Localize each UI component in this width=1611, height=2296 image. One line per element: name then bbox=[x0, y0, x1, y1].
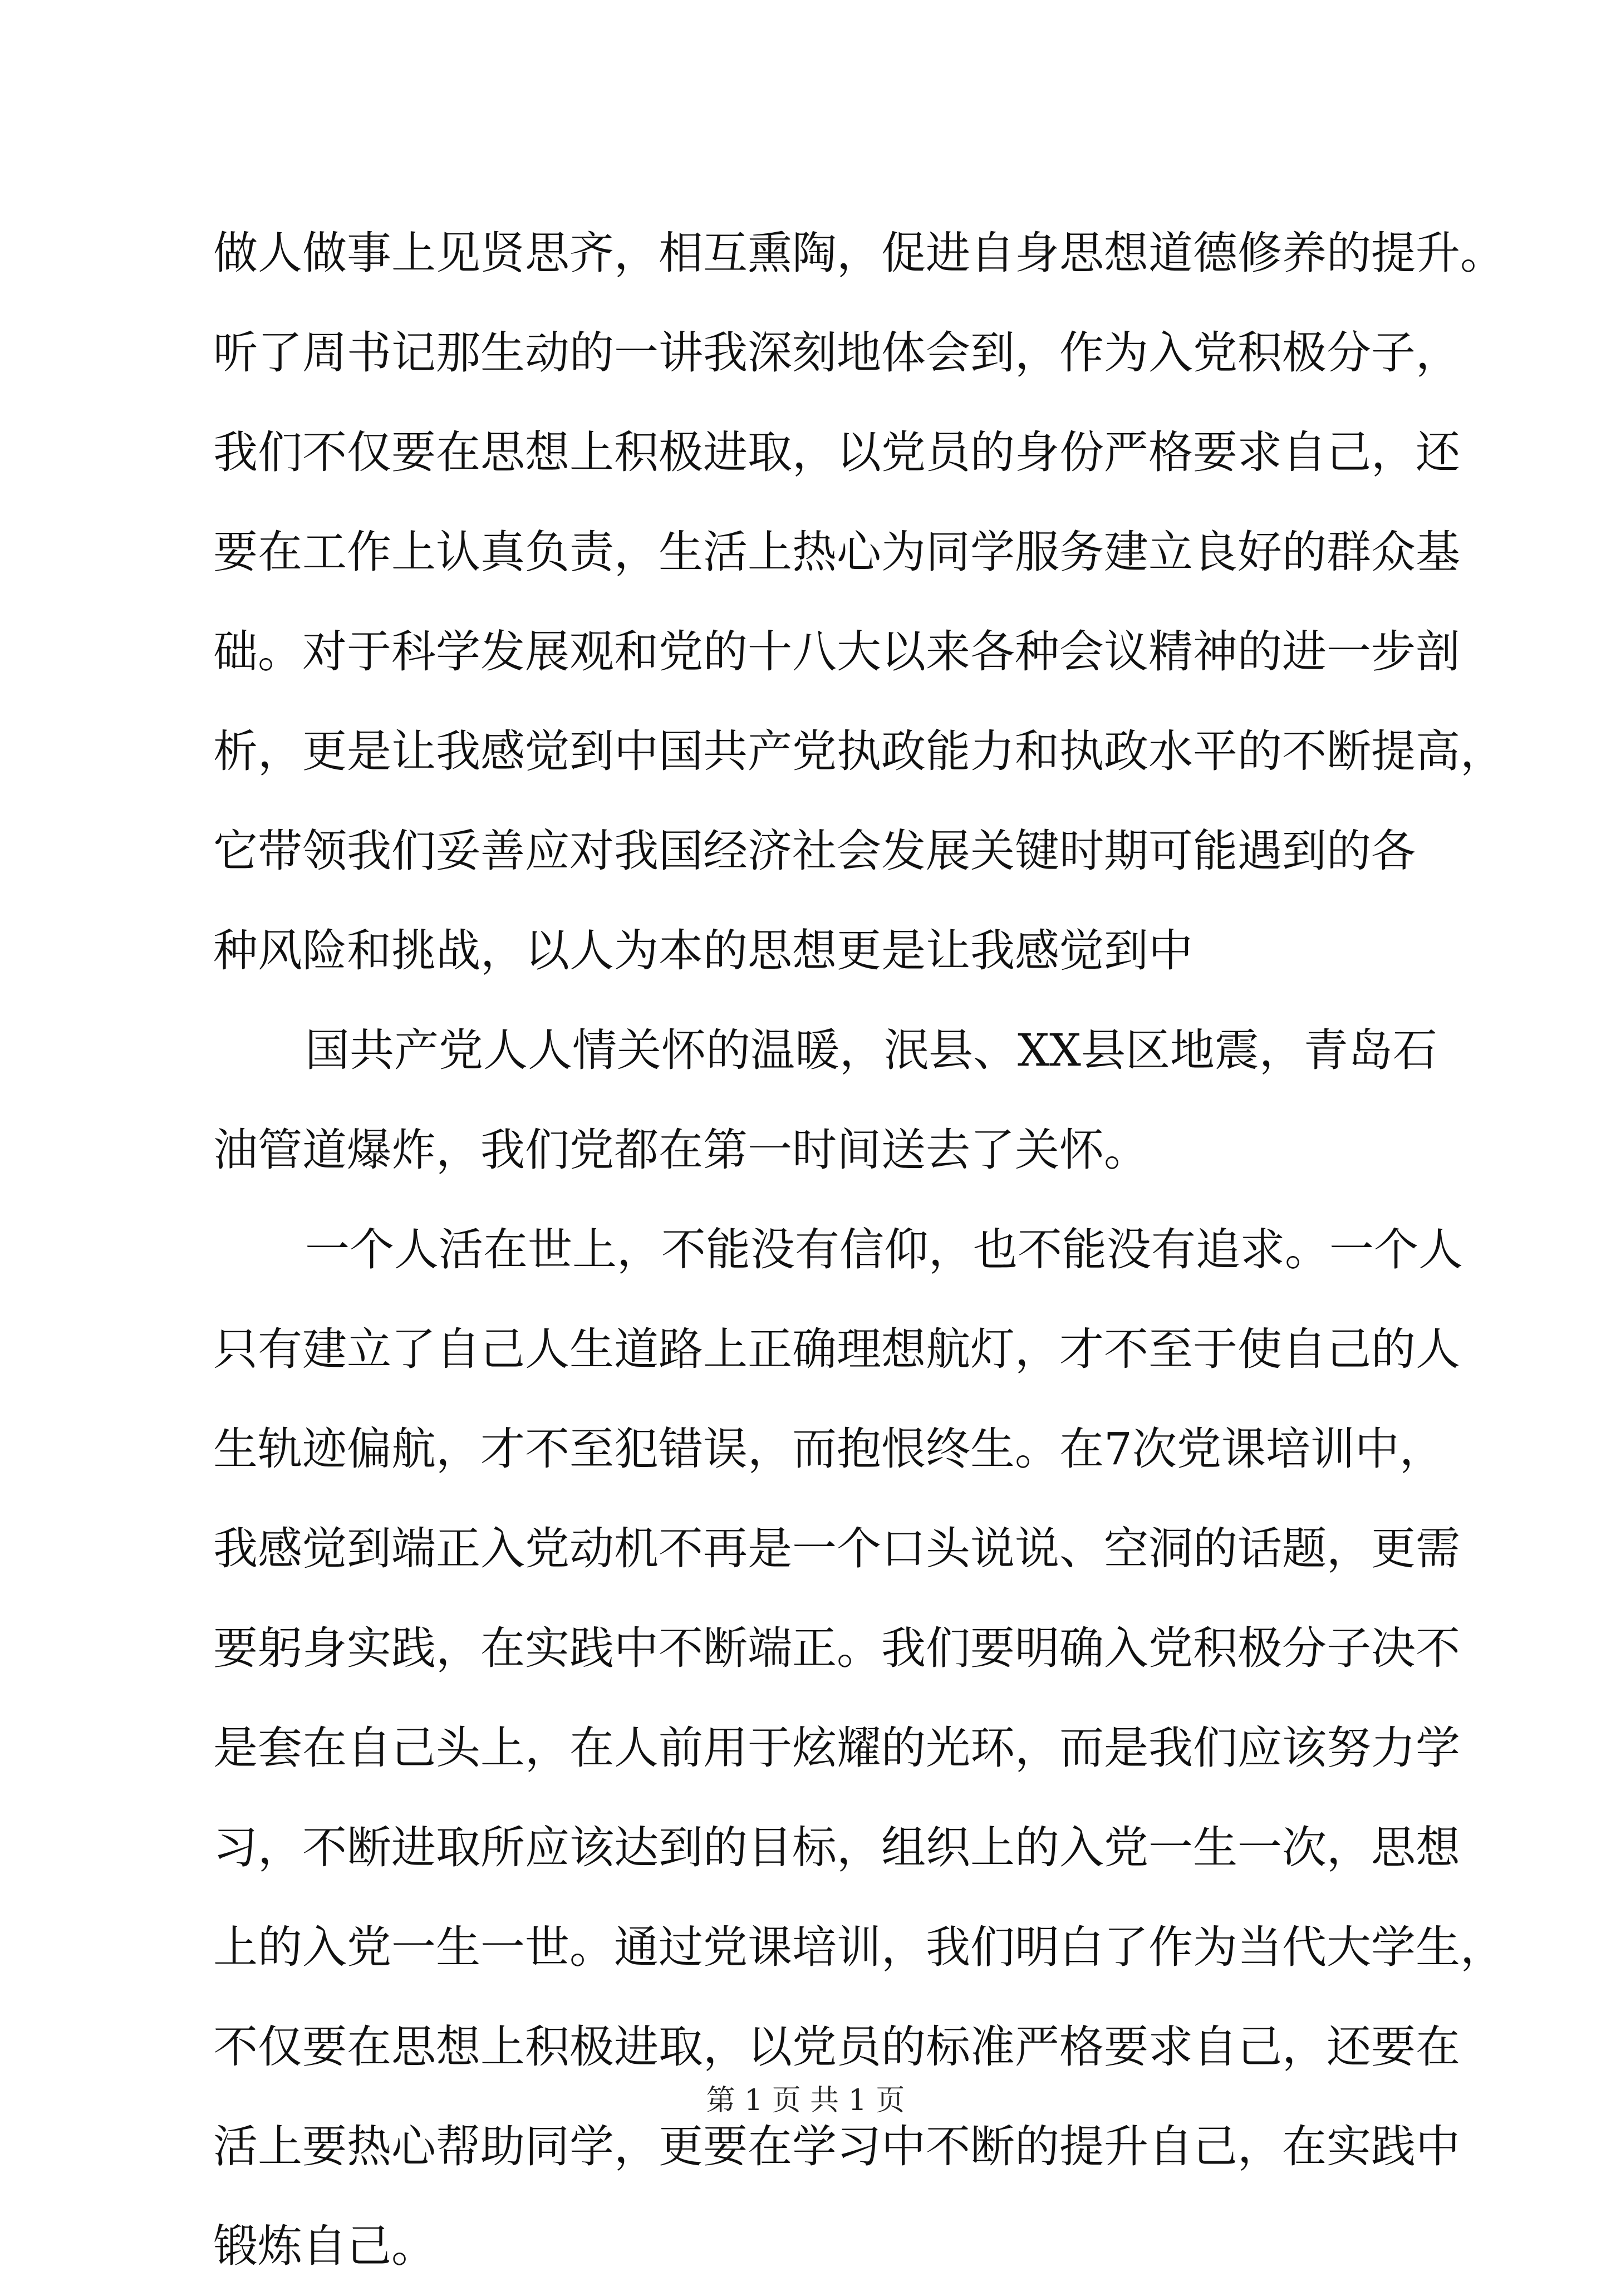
text-line: 活上要热心帮助同学，更要在学习中不断的提升自己，在实践中 bbox=[213, 2121, 1460, 2172]
text-line: 我们不仅要在思想上积极进取，以党员的身份严格要求自己，还 bbox=[213, 426, 1460, 478]
text-line: 础。对于科学发展观和党的十八大以来各种会议精神的进一步剖 bbox=[213, 626, 1460, 678]
text-line: 一个人活在世上，不能没有信仰，也不能没有追求。一个人 bbox=[305, 1224, 1463, 1275]
paragraph-2 bbox=[213, 1000, 1437, 1200]
page-footer: 第 1 页 共 1 页 bbox=[706, 2084, 905, 2117]
text-line: 只有建立了自己人生道路上正确理想航灯，才不至于使自己的人 bbox=[213, 1323, 1460, 1375]
text-line: 不仅要在思想上积极进取，以党员的标准严格要求自己，还要在 bbox=[213, 2021, 1460, 2073]
text-line: 习，不断进取所应该达到的目标，组织上的入党一生一次，思想 bbox=[213, 1822, 1460, 1873]
text-line: 析，更是让我感觉到中国共产党执政能力和执政水平的不断提高， bbox=[213, 725, 1505, 777]
text-line: 它带领我们妥善应对我国经济社会发展关键时期可能遇到的各 bbox=[213, 825, 1416, 877]
document-body bbox=[213, 203, 1505, 2296]
text-line: 要在工作上认真负责，生活上热心为同学服务建立良好的群众基 bbox=[213, 526, 1460, 578]
text-line: 我感觉到端正入党动机不再是一个口头说说、空洞的话题，更需 bbox=[213, 1523, 1460, 1574]
text-line: 锻炼自己。 bbox=[213, 2220, 436, 2272]
text-line: 生轨迹偏航，才不至犯错误，而抱恨终生。在7次党课培训中， bbox=[213, 1423, 1444, 1475]
paragraph-1 bbox=[213, 203, 1505, 1000]
text-line: 听了周书记那生动的一讲我深刻地体会到，作为入党积极分子， bbox=[213, 327, 1460, 379]
text-line: 种风险和挑战，以人为本的思想更是让我感觉到中 bbox=[213, 925, 1193, 977]
text-line: 要躬身实践，在实践中不断端正。我们要明确入党积极分子决不 bbox=[213, 1622, 1460, 1674]
text-line: 是套在自己头上，在人前用于炫耀的光环，而是我们应该努力学 bbox=[213, 1722, 1460, 1774]
paragraph-3 bbox=[213, 1200, 1505, 2296]
text-line: 国共产党人人情关怀的温暖，泯县、XX县区地震，青岛石 bbox=[305, 1024, 1437, 1076]
text-line: 上的入党一生一世。通过党课培训，我们明白了作为当代大学生， bbox=[213, 1921, 1505, 1973]
text-line: 油管道爆炸，我们党都在第一时间送去了关怀。 bbox=[213, 1124, 1148, 1176]
text-line: 做人做事上见贤思齐，相互熏陶，促进自身思想道德修养的提升。 bbox=[213, 227, 1505, 279]
